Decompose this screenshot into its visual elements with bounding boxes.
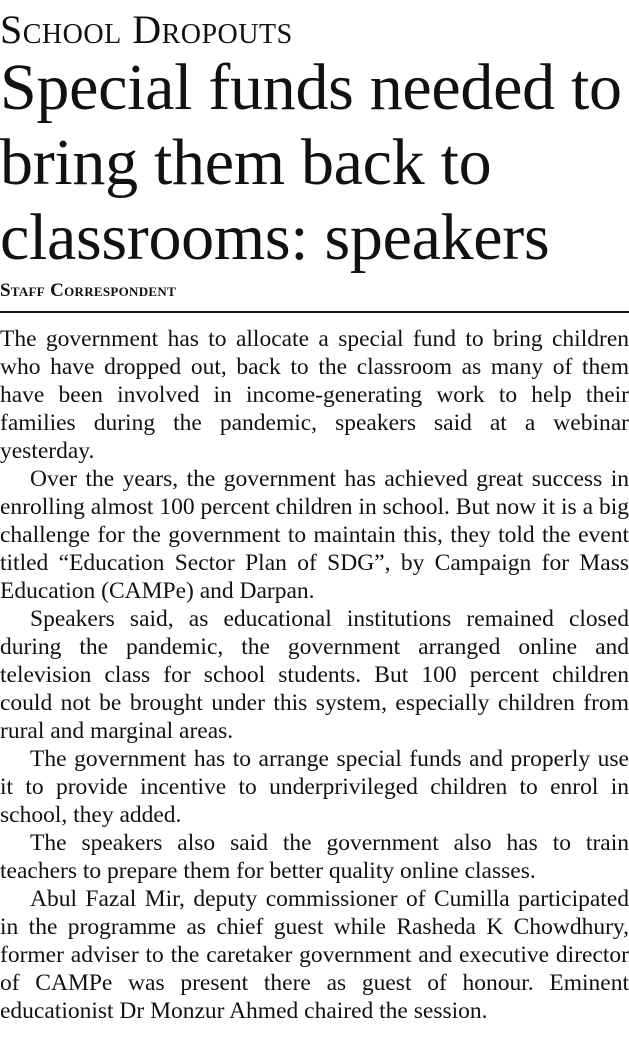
paragraph-5: The speakers also said the government also has to train teachers to prepare them for better quality online classes. [0, 830, 629, 884]
section-kicker: School Dropouts [0, 7, 293, 52]
paragraph-3: Speakers said, as educational institutions remained closed during the pandemic, the government arranged online and television class for school students. But 100 percent children could not be brought under this system, especially children from rural and marginal areas. [0, 606, 629, 744]
headline: Special funds needed to bring them back to classrooms: speakers [0, 51, 622, 274]
paragraph-4: The government has to arrange special funds and properly use it to provide incentive to underprivileged children to enrol in school, they added. [0, 746, 629, 828]
paragraph-6: Abul Fazal Mir, deputy commissioner of Cumilla participated in the programme as chief guest while Rasheda K Chowdhury, former adviser to the caretaker government and executive director of CAMPe was present there as guest of honour. Eminent educationist Dr Monzur Ahmed chaired the session. [0, 886, 629, 1024]
paragraph-2: Over the years, the government has achieved great success in enrolling almost 100 percent children in school. But now it is a big challenge for the government to maintain this, they told the event titled “Education Sector Plan of SDG”, by Campaign for Mass Education (CAMPe) and Darpan. [0, 466, 629, 604]
paragraph-1: The government has to allocate a special fund to bring children who have dropped out, back to the classroom as many of them have been involved in income-generating work to help their families during the pandemic, speakers said at a webinar yesterday. [0, 326, 629, 464]
byline: Staff Correspondent [0, 280, 177, 301]
article-body [0, 325, 629, 1025]
byline-divider [0, 311, 629, 313]
